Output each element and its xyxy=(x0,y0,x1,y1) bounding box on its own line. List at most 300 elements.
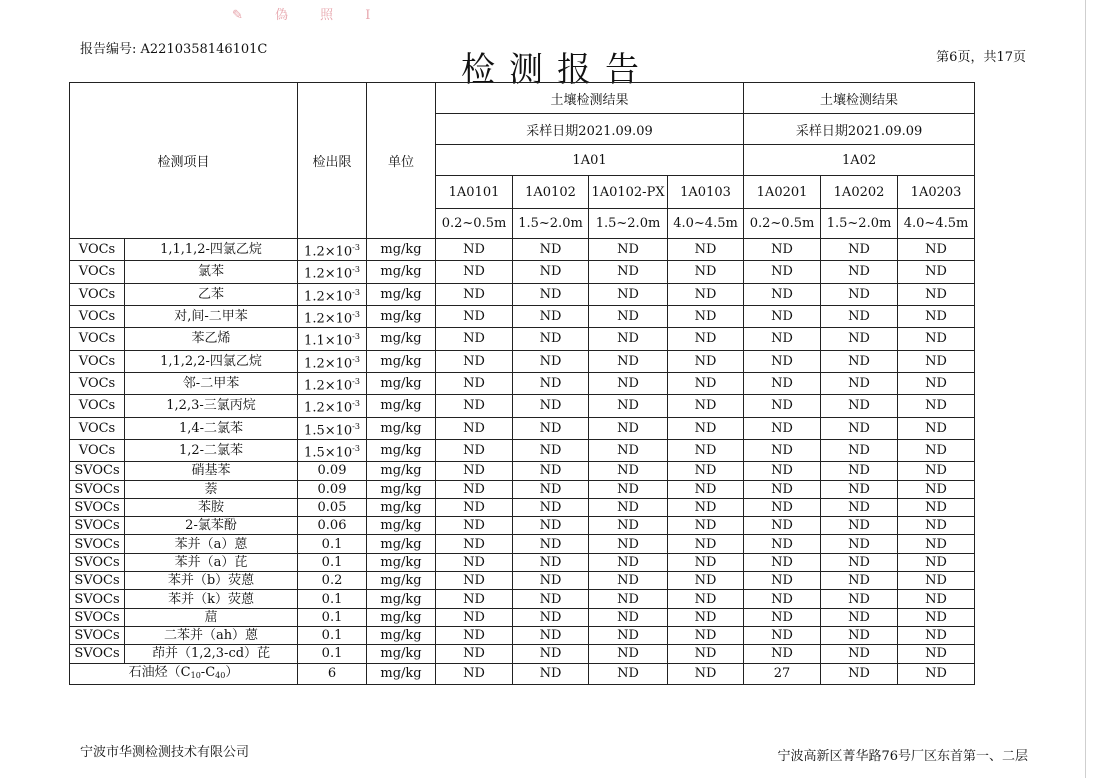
unit-cell: mg/kg xyxy=(367,283,436,305)
result-cell: ND xyxy=(821,417,898,439)
result-cell: ND xyxy=(513,663,589,684)
result-cell: ND xyxy=(898,462,975,480)
limit-mantissa: 1.5 xyxy=(304,445,325,461)
result-cell: ND xyxy=(744,626,821,644)
result-cell: ND xyxy=(436,372,513,394)
result-cell: ND xyxy=(821,517,898,535)
result-cell: ND xyxy=(436,572,513,590)
result-cell: ND xyxy=(821,305,898,327)
limit-cell xyxy=(298,439,367,461)
result-cell: ND xyxy=(744,439,821,461)
category-cell: SVOCs xyxy=(70,553,125,571)
item-name-cell: 1,1,1,2-四氯乙烷 xyxy=(125,239,298,261)
limit-exponent: -3 xyxy=(352,421,360,431)
footer-address: 宁波高新区菁华路76号厂区东首第一、二层 xyxy=(777,749,1028,764)
limit-mantissa: 1.2 xyxy=(304,378,325,394)
result-cell: ND xyxy=(668,395,744,417)
sample-id: 1A0103 xyxy=(668,176,744,209)
result-cell: ND xyxy=(589,462,668,480)
result-cell: ND xyxy=(589,395,668,417)
limit-exponent: -3 xyxy=(352,243,360,252)
item-name-cell: 苯胺 xyxy=(125,498,298,516)
limit-cell xyxy=(298,417,367,439)
result-cell: ND xyxy=(744,480,821,498)
limit-exponent: -3 xyxy=(352,399,360,409)
unit-cell: mg/kg xyxy=(367,626,436,644)
item-name-cell: 硝基苯 xyxy=(125,462,298,480)
sample-id: 1A0203 xyxy=(898,176,975,209)
group2-point: 1A02 xyxy=(744,145,975,176)
result-cell: ND xyxy=(589,608,668,626)
result-cell: ND xyxy=(744,498,821,516)
result-cell: ND xyxy=(668,626,744,644)
item-name-part: 石油烃（C xyxy=(128,664,191,680)
item-name-cell: 1,2-二氯苯 xyxy=(125,439,298,461)
limit-cell: 0.09 xyxy=(298,480,367,498)
category-cell: SVOCs xyxy=(70,498,125,516)
category-cell: SVOCs xyxy=(70,572,125,590)
result-cell: ND xyxy=(589,372,668,394)
limit-base: ×10 xyxy=(324,355,353,371)
item-name-cell: 邻-二甲苯 xyxy=(125,372,298,394)
result-cell: ND xyxy=(668,498,744,516)
unit-cell: mg/kg xyxy=(367,663,436,684)
limit-base: ×10 xyxy=(324,378,353,394)
limit-exponent: -3 xyxy=(352,332,360,342)
result-cell: ND xyxy=(744,328,821,350)
result-cell: ND xyxy=(513,590,589,608)
table-row xyxy=(70,517,975,535)
item-name-cell: 䓛 xyxy=(125,608,298,626)
limit-cell: 0.05 xyxy=(298,498,367,516)
limit-cell: 0.09 xyxy=(298,462,367,480)
item-name-cell: 苯乙烯 xyxy=(125,328,298,350)
result-cell: ND xyxy=(898,480,975,498)
sample-id: 1A0102 xyxy=(513,176,589,209)
sample-id: 1A0101 xyxy=(436,176,513,209)
result-cell: ND xyxy=(821,645,898,663)
item-name-cell: 二苯并（ah）蒽 xyxy=(125,626,298,644)
result-cell: ND xyxy=(668,261,744,283)
result-cell: ND xyxy=(898,305,975,327)
sample-depth: 0.2~0.5m xyxy=(744,209,821,239)
category-cell: VOCs xyxy=(70,305,125,327)
limit-cell xyxy=(298,328,367,350)
sample-depth: 1.5~2.0m xyxy=(821,209,898,239)
page-number: 第6页，共17页 xyxy=(936,50,1026,65)
sample-depth: 4.0~4.5m xyxy=(668,209,744,239)
result-cell: ND xyxy=(668,553,744,571)
result-cell: ND xyxy=(898,395,975,417)
category-cell: VOCs xyxy=(70,283,125,305)
result-cell: 27 xyxy=(744,663,821,684)
item-name-cell: 乙苯 xyxy=(125,283,298,305)
table-row xyxy=(70,608,975,626)
result-cell: ND xyxy=(821,608,898,626)
result-cell: ND xyxy=(668,608,744,626)
item-name-cell: 萘 xyxy=(125,480,298,498)
result-cell: ND xyxy=(436,626,513,644)
sample-depth: 1.5~2.0m xyxy=(513,209,589,239)
sample-depth: 1.5~2.0m xyxy=(589,209,668,239)
result-cell: ND xyxy=(898,517,975,535)
limit-base: ×10 xyxy=(324,445,353,461)
result-cell: ND xyxy=(513,239,589,261)
result-cell: ND xyxy=(589,283,668,305)
result-cell: ND xyxy=(898,261,975,283)
result-cell: ND xyxy=(898,663,975,684)
result-cell: ND xyxy=(744,395,821,417)
limit-base: ×10 xyxy=(324,244,353,260)
result-cell: ND xyxy=(668,417,744,439)
result-cell: ND xyxy=(898,283,975,305)
item-name-cell xyxy=(70,663,298,684)
item-name-cell: 2-氯苯酚 xyxy=(125,517,298,535)
table-row xyxy=(70,439,975,461)
unit-cell: mg/kg xyxy=(367,261,436,283)
limit-cell: 0.1 xyxy=(298,608,367,626)
limit-cell xyxy=(298,305,367,327)
item-name-cell: 1,4-二氯苯 xyxy=(125,417,298,439)
result-cell: ND xyxy=(668,283,744,305)
unit-cell: mg/kg xyxy=(367,239,436,261)
limit-base: ×10 xyxy=(324,422,353,438)
table-row xyxy=(70,535,975,553)
result-cell: ND xyxy=(668,517,744,535)
result-cell: ND xyxy=(744,372,821,394)
result-cell: ND xyxy=(668,372,744,394)
limit-base: ×10 xyxy=(324,266,353,282)
result-cell: ND xyxy=(898,328,975,350)
limit-mantissa: 1.2 xyxy=(304,355,325,371)
result-cell: ND xyxy=(436,553,513,571)
result-cell: ND xyxy=(436,350,513,372)
result-cell: ND xyxy=(513,261,589,283)
limit-mantissa: 1.2 xyxy=(304,400,325,416)
table-row xyxy=(70,663,975,684)
item-name-cell: 对,间-二甲苯 xyxy=(125,305,298,327)
result-cell: ND xyxy=(436,608,513,626)
item-name-cell: 1,1,2,2-四氯乙烷 xyxy=(125,350,298,372)
result-cell: ND xyxy=(436,283,513,305)
result-cell: ND xyxy=(744,553,821,571)
result-cell: ND xyxy=(898,590,975,608)
limit-mantissa: 1.2 xyxy=(304,266,325,282)
result-cell: ND xyxy=(668,480,744,498)
result-cell: ND xyxy=(513,372,589,394)
group1-date: 采样日期2021.09.09 xyxy=(436,114,744,145)
result-cell: ND xyxy=(513,645,589,663)
result-cell: ND xyxy=(513,535,589,553)
limit-exponent: -3 xyxy=(352,287,360,297)
result-cell: ND xyxy=(821,572,898,590)
result-cell: ND xyxy=(436,261,513,283)
limit-cell: 6 xyxy=(298,663,367,684)
table-row xyxy=(70,395,975,417)
table-row xyxy=(70,590,975,608)
result-cell: ND xyxy=(436,239,513,261)
result-cell: ND xyxy=(744,283,821,305)
result-cell: ND xyxy=(898,498,975,516)
category-cell: VOCs xyxy=(70,328,125,350)
limit-exponent: -3 xyxy=(352,309,360,319)
sample-id: 1A0201 xyxy=(744,176,821,209)
table-row xyxy=(70,328,975,350)
result-cell: ND xyxy=(436,328,513,350)
result-cell: ND xyxy=(821,395,898,417)
result-cell: ND xyxy=(513,305,589,327)
table-row xyxy=(70,645,975,663)
result-cell: ND xyxy=(668,535,744,553)
limit-mantissa: 1.1 xyxy=(304,333,325,349)
result-cell: ND xyxy=(589,553,668,571)
result-cell: ND xyxy=(821,626,898,644)
limit-cell xyxy=(298,283,367,305)
result-cell: ND xyxy=(821,439,898,461)
result-cell: ND xyxy=(436,480,513,498)
unit-cell: mg/kg xyxy=(367,395,436,417)
result-cell: ND xyxy=(513,626,589,644)
result-cell: ND xyxy=(436,395,513,417)
limit-cell: 0.1 xyxy=(298,535,367,553)
header-item: 检测项目 xyxy=(70,83,298,239)
result-cell: ND xyxy=(589,350,668,372)
result-cell: ND xyxy=(668,350,744,372)
result-cell: ND xyxy=(744,350,821,372)
category-cell: SVOCs xyxy=(70,608,125,626)
result-cell: ND xyxy=(436,305,513,327)
result-cell: ND xyxy=(898,553,975,571)
result-cell: ND xyxy=(589,517,668,535)
result-cell: ND xyxy=(513,517,589,535)
result-cell: ND xyxy=(744,535,821,553)
result-cell: ND xyxy=(513,498,589,516)
result-cell: ND xyxy=(821,553,898,571)
footer-company: 宁波市华测检测技术有限公司 xyxy=(80,745,250,760)
result-cell: ND xyxy=(589,645,668,663)
result-cell: ND xyxy=(513,283,589,305)
item-name-part: 10 xyxy=(190,670,201,680)
table-row xyxy=(70,239,975,261)
table-row xyxy=(70,626,975,644)
category-cell: VOCs xyxy=(70,350,125,372)
result-cell: ND xyxy=(821,261,898,283)
unit-cell: mg/kg xyxy=(367,572,436,590)
result-cell: ND xyxy=(821,372,898,394)
limit-cell xyxy=(298,350,367,372)
result-cell: ND xyxy=(436,462,513,480)
limit-cell xyxy=(298,239,367,261)
result-cell: ND xyxy=(668,645,744,663)
unit-cell: mg/kg xyxy=(367,480,436,498)
group1-result-label: 土壤检测结果 xyxy=(436,83,744,114)
result-cell: ND xyxy=(589,498,668,516)
limit-cell xyxy=(298,395,367,417)
result-cell: ND xyxy=(513,608,589,626)
result-cell: ND xyxy=(436,498,513,516)
result-cell: ND xyxy=(821,590,898,608)
result-cell: ND xyxy=(513,462,589,480)
result-cell: ND xyxy=(744,462,821,480)
report-number: 报告编号: A2210358146101C xyxy=(80,42,268,57)
result-cell: ND xyxy=(589,328,668,350)
result-cell: ND xyxy=(744,645,821,663)
category-cell: SVOCs xyxy=(70,517,125,535)
table-row xyxy=(70,462,975,480)
result-cell: ND xyxy=(821,350,898,372)
item-name-part: -C xyxy=(200,664,216,680)
result-cell: ND xyxy=(436,663,513,684)
result-cell: ND xyxy=(821,283,898,305)
result-cell: ND xyxy=(589,439,668,461)
result-cell: ND xyxy=(668,439,744,461)
category-cell: SVOCs xyxy=(70,480,125,498)
result-cell: ND xyxy=(898,626,975,644)
sample-id: 1A0202 xyxy=(821,176,898,209)
result-cell: ND xyxy=(821,462,898,480)
title-text: 检测报告 xyxy=(461,50,653,90)
unit-cell: mg/kg xyxy=(367,535,436,553)
result-cell: ND xyxy=(898,439,975,461)
limit-mantissa: 1.2 xyxy=(304,311,325,327)
result-cell: ND xyxy=(589,535,668,553)
result-cell: ND xyxy=(898,350,975,372)
category-cell: VOCs xyxy=(70,439,125,461)
result-cell: ND xyxy=(821,535,898,553)
result-cell: ND xyxy=(513,417,589,439)
result-cell: ND xyxy=(513,553,589,571)
limit-base: ×10 xyxy=(324,400,353,416)
result-cell: ND xyxy=(436,439,513,461)
unit-cell: mg/kg xyxy=(367,553,436,571)
result-cell: ND xyxy=(744,517,821,535)
unit-cell: mg/kg xyxy=(367,517,436,535)
limit-cell xyxy=(298,372,367,394)
limit-base: ×10 xyxy=(324,288,353,304)
result-cell: ND xyxy=(589,663,668,684)
result-cell: ND xyxy=(589,261,668,283)
result-cell: ND xyxy=(821,328,898,350)
result-cell: ND xyxy=(589,480,668,498)
category-cell: SVOCs xyxy=(70,462,125,480)
result-cell: ND xyxy=(589,590,668,608)
result-cell: ND xyxy=(668,572,744,590)
result-cell: ND xyxy=(898,572,975,590)
result-cell: ND xyxy=(513,572,589,590)
table-row xyxy=(70,480,975,498)
result-cell: ND xyxy=(668,462,744,480)
result-cell: ND xyxy=(898,239,975,261)
result-cell: ND xyxy=(744,572,821,590)
result-cell: ND xyxy=(668,328,744,350)
unit-cell: mg/kg xyxy=(367,417,436,439)
results-table xyxy=(69,82,975,685)
unit-cell: mg/kg xyxy=(367,439,436,461)
item-name-cell: 苯并（b）荧蒽 xyxy=(125,572,298,590)
category-cell: VOCs xyxy=(70,395,125,417)
limit-cell: 0.1 xyxy=(298,645,367,663)
unit-cell: mg/kg xyxy=(367,608,436,626)
result-cell: ND xyxy=(513,328,589,350)
result-cell: ND xyxy=(513,480,589,498)
result-cell: ND xyxy=(744,590,821,608)
result-cell: ND xyxy=(668,239,744,261)
unit-cell: mg/kg xyxy=(367,645,436,663)
limit-exponent: -3 xyxy=(352,265,360,275)
limit-base: ×10 xyxy=(324,311,353,327)
item-name-part: 40 xyxy=(215,670,226,680)
item-name-cell: 苯并（a）蒽 xyxy=(125,535,298,553)
result-cell: ND xyxy=(436,417,513,439)
result-cell: ND xyxy=(668,663,744,684)
result-cell: ND xyxy=(898,417,975,439)
limit-cell xyxy=(298,261,367,283)
result-cell: ND xyxy=(898,535,975,553)
result-cell: ND xyxy=(744,417,821,439)
result-cell: ND xyxy=(589,626,668,644)
limit-cell: 0.2 xyxy=(298,572,367,590)
limit-exponent: -3 xyxy=(352,376,360,386)
limit-cell: 0.1 xyxy=(298,626,367,644)
limit-cell: 0.1 xyxy=(298,553,367,571)
result-cell: ND xyxy=(744,239,821,261)
header-unit: 单位 xyxy=(367,83,436,239)
result-cell: ND xyxy=(668,305,744,327)
category-cell: SVOCs xyxy=(70,626,125,644)
result-cell: ND xyxy=(744,261,821,283)
limit-mantissa: 1.5 xyxy=(304,422,325,438)
group1-point: 1A01 xyxy=(436,145,744,176)
unit-cell: mg/kg xyxy=(367,590,436,608)
category-cell: SVOCs xyxy=(70,645,125,663)
unit-cell: mg/kg xyxy=(367,372,436,394)
result-cell: ND xyxy=(589,417,668,439)
group2-result-label: 土壤检测结果 xyxy=(744,83,975,114)
item-name-cell: 苯并（k）荧蒽 xyxy=(125,590,298,608)
category-cell: VOCs xyxy=(70,372,125,394)
unit-cell: mg/kg xyxy=(367,462,436,480)
result-cell: ND xyxy=(898,372,975,394)
category-cell: VOCs xyxy=(70,261,125,283)
result-cell: ND xyxy=(513,350,589,372)
table-row xyxy=(70,350,975,372)
limit-mantissa: 1.2 xyxy=(304,244,325,260)
table-row xyxy=(70,498,975,516)
limit-exponent: -3 xyxy=(352,443,360,453)
result-cell: ND xyxy=(589,239,668,261)
header-limit: 检出限 xyxy=(298,83,367,239)
result-cell: ND xyxy=(821,663,898,684)
item-name-cell: 苯并（a）芘 xyxy=(125,553,298,571)
sample-id: 1A0102-PX xyxy=(589,176,668,209)
scan-edge-line xyxy=(1085,0,1086,778)
item-name-cell: 茚并（1,2,3-cd）芘 xyxy=(125,645,298,663)
result-cell: ND xyxy=(589,305,668,327)
result-cell: ND xyxy=(513,395,589,417)
unit-cell: mg/kg xyxy=(367,350,436,372)
result-cell: ND xyxy=(436,645,513,663)
item-name-part: ） xyxy=(225,664,239,680)
item-name-cell: 氯苯 xyxy=(125,261,298,283)
category-cell: SVOCs xyxy=(70,535,125,553)
category-cell: VOCs xyxy=(70,417,125,439)
sample-depth: 4.0~4.5m xyxy=(898,209,975,239)
limit-cell: 0.1 xyxy=(298,590,367,608)
category-cell: SVOCs xyxy=(70,590,125,608)
result-cell: ND xyxy=(436,517,513,535)
table-row xyxy=(70,305,975,327)
result-cell: ND xyxy=(821,498,898,516)
